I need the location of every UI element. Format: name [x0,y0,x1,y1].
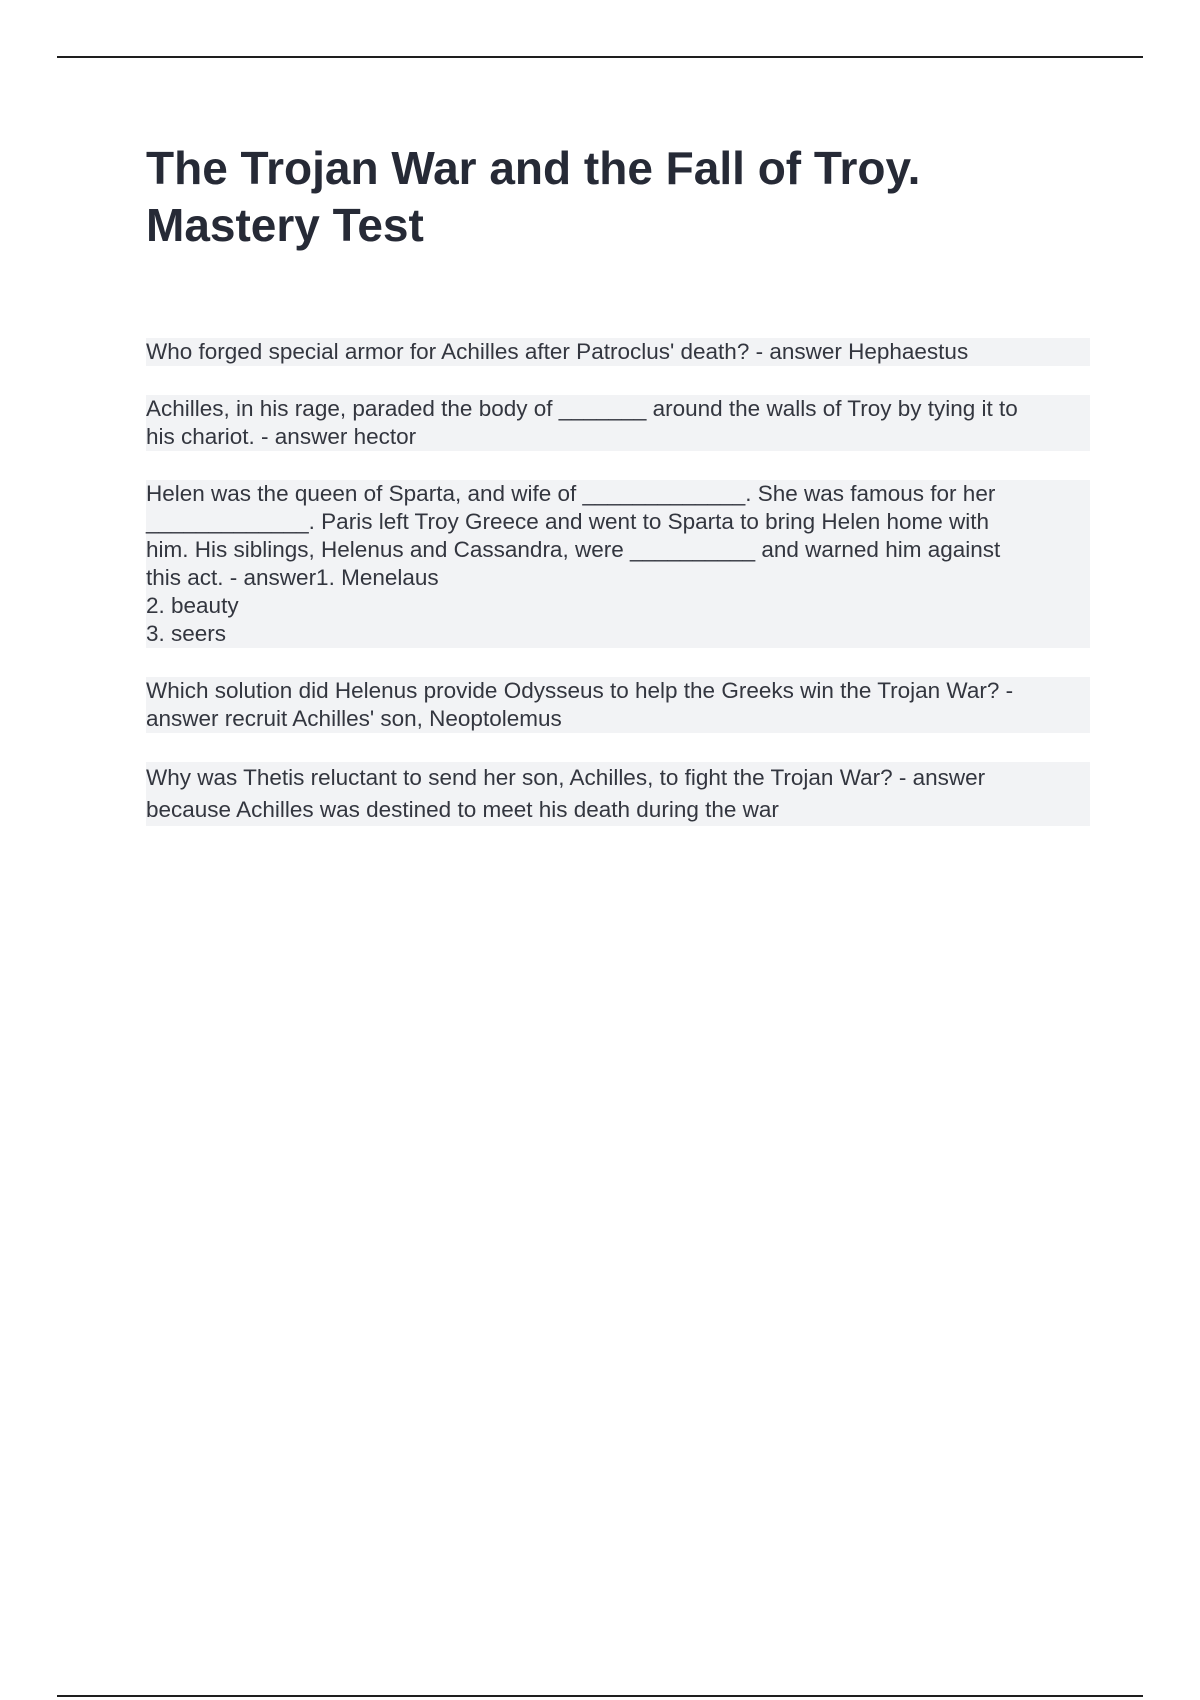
question-line: his chariot. - answer hector [146,423,1090,451]
question-line: Achilles, in his rage, paraded the body of _______ around the walls of Troy by tying it to [146,395,1090,423]
question-line: this act. - answer1. Menelaus [146,564,1090,592]
question-line: him. His siblings, Helenus and Cassandra, were __________ and warned him against [146,536,1090,564]
title-line: The Trojan War and the Fall of Troy. [146,142,921,194]
answer-line: 2. beauty [146,592,1090,620]
question-line: Who forged special armor for Achilles after Patroclus' death? - answer Hephaestus [146,338,1090,366]
question-line: answer recruit Achilles' son, Neoptolemus [146,705,1090,733]
question-line: Which solution did Helenus provide Odysseus to help the Greeks win the Trojan War? - [146,677,1090,705]
question-line: Why was Thetis reluctant to send her son, Achilles, to fight the Trojan War? - answer [146,762,1090,794]
question-item [146,480,1090,648]
question-item [146,762,1090,826]
question-line: _____________. Paris left Troy Greece and went to Sparta to bring Helen home with [146,508,1090,536]
question-line: Helen was the queen of Sparta, and wife of _____________. She was famous for her [146,480,1090,508]
title-line: Mastery Test [146,199,424,251]
question-list [146,338,1090,826]
page-title [146,140,1090,254]
bottom-rule [57,1695,1143,1697]
question-line: because Achilles was destined to meet his death during the war [146,794,1090,826]
question-item [146,395,1090,451]
question-item [146,338,1090,366]
top-rule [57,56,1143,58]
question-item [146,677,1090,733]
document-body [146,140,1090,855]
answer-line: 3. seers [146,620,1090,648]
